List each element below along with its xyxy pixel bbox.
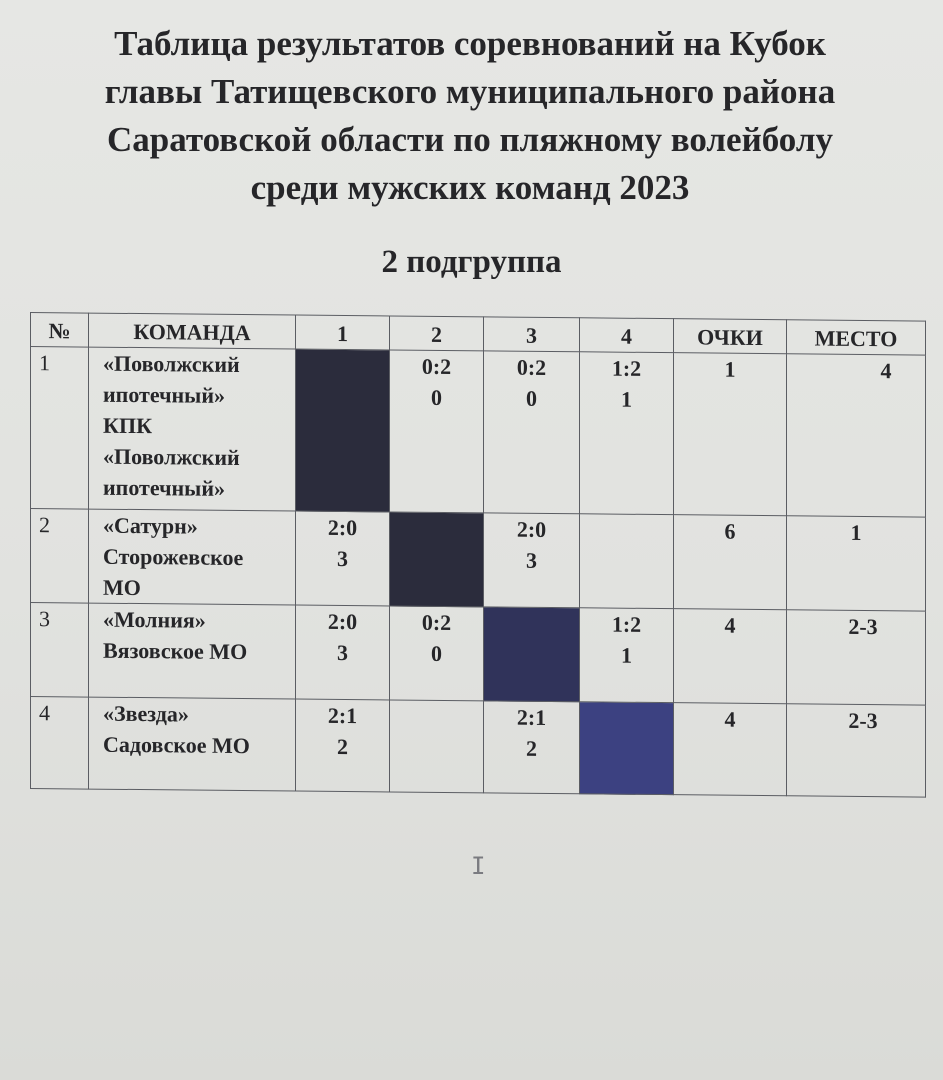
match-points: 2 (526, 735, 537, 761)
team-name-line: Сторожевское (103, 543, 244, 571)
row-number: 4 (31, 697, 89, 790)
score-cell (484, 513, 580, 608)
header-num: № (31, 313, 89, 348)
diagonal-cell (390, 512, 484, 607)
team-name-line: «Молния» (103, 606, 206, 633)
score-cell (390, 350, 484, 513)
match-score: 2:0 (516, 516, 547, 542)
header-opponent-2: 2 (390, 316, 484, 351)
team-name-line: «Звезда» (103, 700, 189, 727)
table-row (31, 347, 926, 518)
diagonal-cell (580, 702, 674, 795)
team-name-line: ипотечный» (103, 474, 226, 501)
team-name (89, 697, 296, 791)
match-score (390, 700, 483, 701)
match-points: 3 (337, 639, 348, 666)
match-points: 0 (431, 384, 442, 410)
score-cell (296, 699, 390, 792)
team-name-line: Вязовское МО (103, 637, 248, 665)
diagonal-cell (484, 607, 580, 702)
results-table (30, 312, 926, 798)
match-score: 1:2 (611, 611, 642, 637)
points-cell: 1 (674, 353, 787, 516)
score-cell (484, 701, 580, 794)
team-name (89, 347, 296, 511)
team-name-line: КПК (103, 412, 153, 439)
team-name-line: МО (103, 574, 141, 601)
place-value: 2-3 (848, 707, 878, 734)
team-name (89, 603, 296, 699)
title-line: среди мужских команд 2023 (250, 168, 690, 207)
place-cell (787, 354, 926, 517)
match-score: 1:2 (611, 355, 642, 381)
document-title (30, 20, 910, 212)
text-cursor-icon: I (471, 852, 486, 880)
score-cell (484, 351, 580, 514)
row-number: 1 (31, 347, 89, 510)
score-cell (296, 605, 390, 700)
match-score: 0:2 (421, 353, 452, 380)
results-table-wrapper (30, 312, 926, 798)
match-score: 2:0 (327, 514, 358, 541)
match-score: 2:1 (516, 704, 547, 730)
team-name (89, 509, 296, 605)
place-cell (787, 610, 926, 705)
match-score: 2:0 (327, 608, 358, 635)
score-cell (580, 514, 674, 609)
match-points: 1 (621, 642, 632, 668)
team-name-line: «Поволжский (103, 350, 240, 378)
row-number: 3 (31, 603, 89, 698)
place-cell (787, 704, 926, 797)
match-points: 0 (431, 640, 442, 666)
header-team: КОМАНДА (89, 313, 296, 349)
table-row (31, 603, 926, 706)
place-value: 1 (850, 519, 862, 545)
place-value: 2-3 (848, 613, 878, 640)
team-name-line: ипотечный» (103, 381, 226, 408)
match-points: 3 (337, 545, 348, 572)
row-number: 2 (31, 509, 89, 604)
team-name-line: Садовское МО (103, 731, 250, 759)
title-line: Таблица результатов соревнований на Кубок (114, 24, 826, 63)
score-cell (390, 700, 484, 793)
header-opponent-3: 3 (484, 317, 580, 352)
points-cell: 6 (674, 515, 787, 610)
table-row (31, 509, 926, 612)
table-row (31, 697, 926, 798)
match-score: 0:2 (421, 609, 452, 636)
title-line: Саратовской области по пляжному волейболу (107, 120, 833, 159)
place-value: 4 (880, 358, 892, 384)
header-opponent-4: 4 (580, 318, 674, 353)
match-points: 2 (337, 733, 348, 760)
match-points (390, 700, 483, 701)
points-cell: 4 (674, 609, 787, 704)
team-name-line: «Поволжский (103, 443, 240, 471)
team-name-line: «Сатурн» (103, 512, 198, 539)
score-cell (390, 606, 484, 701)
header-points: ОЧКИ (674, 319, 787, 354)
match-score (580, 514, 673, 515)
diagonal-cell (296, 349, 390, 512)
match-score: 0:2 (516, 354, 547, 380)
match-points (580, 514, 673, 515)
points-cell: 4 (674, 703, 787, 796)
header-place: МЕСТО (787, 320, 926, 355)
title-line: главы Татищевского муниципального района (104, 72, 836, 111)
score-cell (580, 608, 674, 703)
score-cell (580, 352, 674, 515)
match-score: 2:1 (327, 702, 358, 729)
score-cell (296, 511, 390, 606)
match-points: 0 (526, 385, 537, 411)
place-cell (787, 516, 926, 611)
match-points: 1 (621, 386, 632, 412)
match-points: 3 (526, 547, 537, 573)
subgroup-heading: 2 подгруппа (381, 244, 562, 280)
header-opponent-1: 1 (296, 315, 390, 350)
